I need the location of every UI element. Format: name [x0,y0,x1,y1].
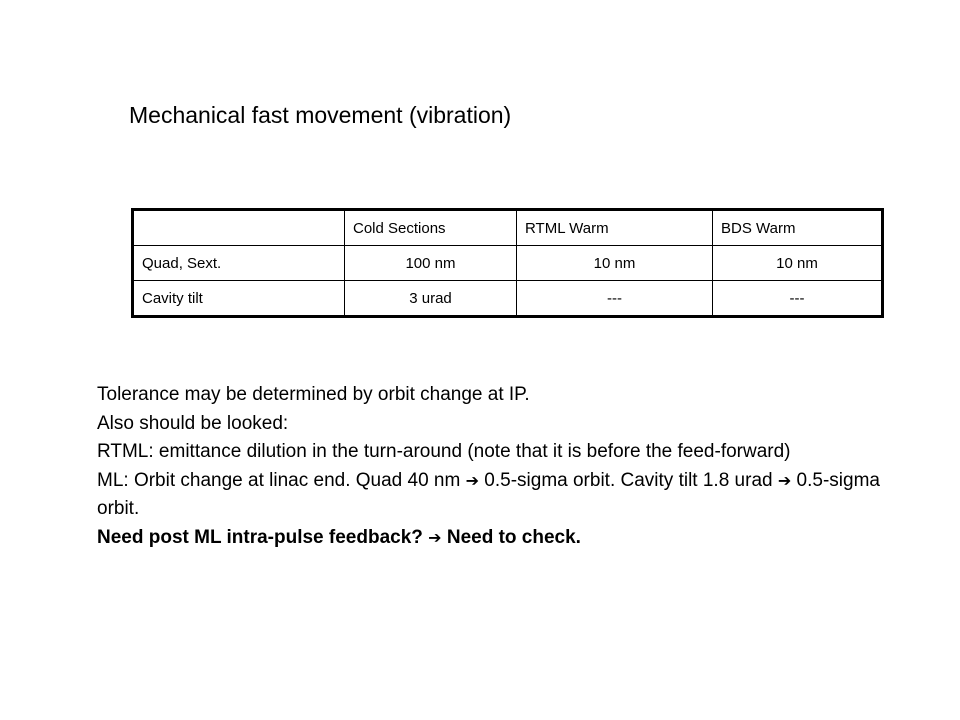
table-header-cell: RTML Warm [517,210,713,246]
table-cell: 10 nm [713,246,883,281]
note-line: RTML: emittance dilution in the turn-around (note that it is before the feed-forward) [97,441,791,462]
note-line-ml [97,467,887,524]
table-header-row [133,210,883,246]
slide-title: Mechanical fast movement (vibration) [129,102,512,128]
notes-block [97,381,887,552]
table-cell: 10 nm [517,246,713,281]
right-arrow-icon: ➔ [777,470,792,490]
note-text: 0.5-sigma orbit. Cavity tilt 1.8 urad [479,469,778,491]
note-text: Need post ML intra-pulse feedback? [97,526,429,548]
note-line: Tolerance may be determined by orbit change at IP. [97,384,530,405]
table-header-cell [133,210,345,246]
note-text: ML: Orbit change at linac end. Quad 40 nm [97,469,466,491]
note-text: 0.5-sigma orbit. [97,469,880,519]
tolerance-table [131,208,884,318]
table-row-label: Quad, Sext. [133,246,345,281]
right-arrow-icon: ➔ [465,470,480,490]
table-cell: --- [517,281,713,317]
table-cell: 3 urad [345,281,517,317]
note-text: Need to check. [441,526,581,548]
table-header-cell: Cold Sections [345,210,517,246]
right-arrow-icon: ➔ [428,527,442,547]
table-header-cell: BDS Warm [713,210,883,246]
table-cell: --- [713,281,883,317]
note-line: Also should be looked: [97,412,289,434]
table-row [133,246,883,281]
table-cell: 100 nm [345,246,517,281]
table-row [133,281,883,317]
note-line-conclusion [97,524,887,553]
table-row-label: Cavity tilt [133,281,345,317]
